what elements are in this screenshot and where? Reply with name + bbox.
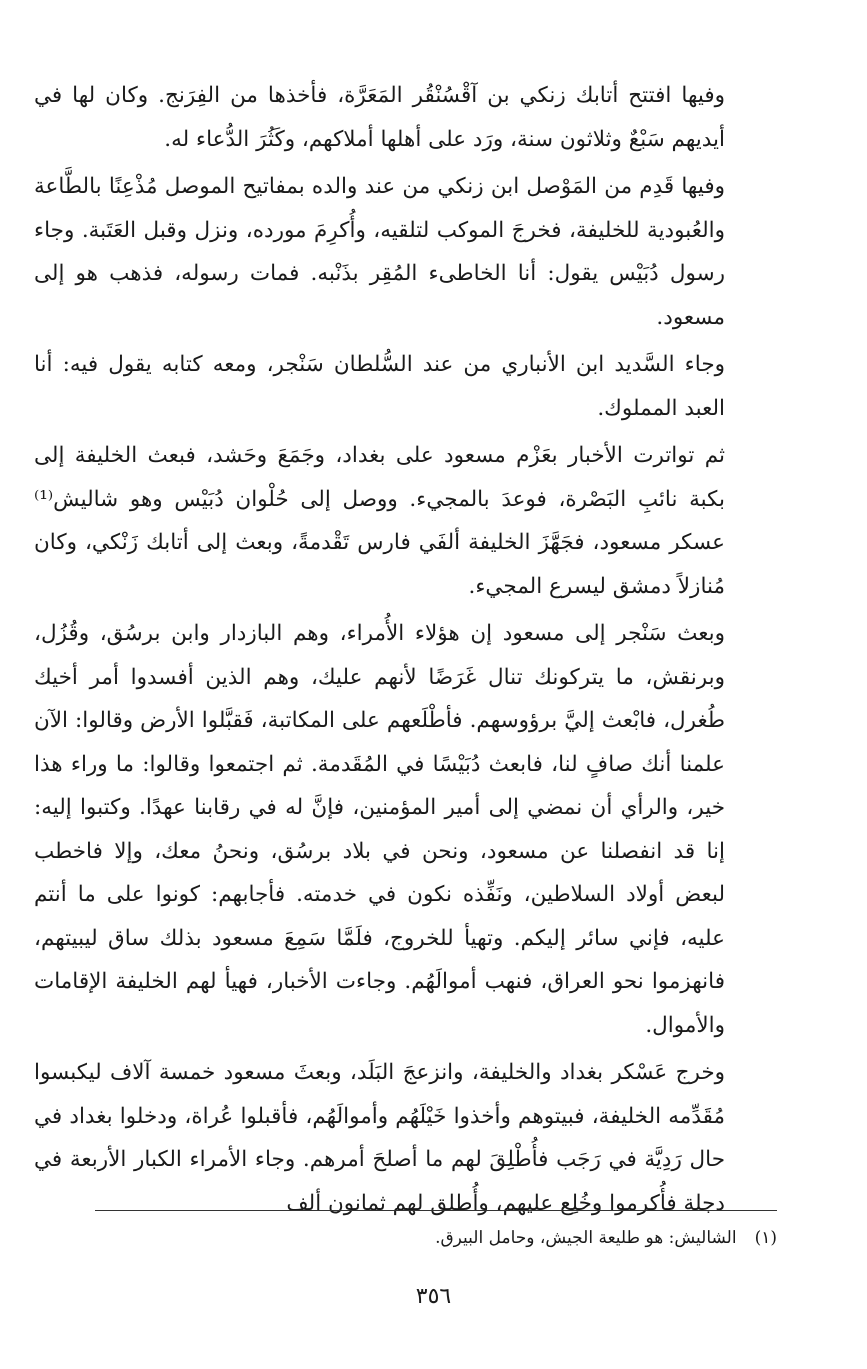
footnote-text: الشاليش: هو طليعة الجيش، وحامل البيرق. xyxy=(435,1228,737,1248)
paragraph-5: وبعث سَنْجر إلى مسعود إن هؤلاء الأُمراء، وهم البازدار وابن برسُق، وقُزُل، وبرنقش، ما يتركونك تنال غَرَضًا لأنهم عليك، وهم الذين أفسدوا أمر أخيك طُغرل، فابْعث إليَّ برؤوسهم. فأطْلَعهم على المكاتبة، فَقبَّلوا الأرض وقالوا: الآن علمنا أنك صافٍ لنا، فابعث دُبَيْسًا في المُقَدمة. ثم اجتمعوا وقالوا: ما وراء هذا خير، والرأي أن نمضي إلى أمير المؤمنين، فإنَّ له في رقابنا عهدًا. وكتبوا إليه: إنا قد انفصلنا عن مسعود، ونحن في بلاد برسُق، ونحنُ معك، وإلا فاخطب لبعض أولاد السلاطين، ونَفِّذه نكون في خدمته. فأجابهم: كونوا على ما أنتم عليه، فإني سائر إليكم. وتهيأ للخروج، فلَمَّا سَمِعَ مسعود بذلك ساق ليبيتهم، فانهزموا نحو العراق، فنهب أموالَهُم. وجاءت الأخبار، فهيأ لهم الخليفة الإقامات والأموال. xyxy=(34,621,725,1038)
paragraph-6: وخرج عَسْكر بغداد والخليفة، وانزعجَ البَلَد، وبعثَ مسعود خمسة آلاف ليكبسوا مُقَدِّمه الخليفة، فبيتوهم وأخذوا خَيْلَهُم وأموالَهُم، فأقبلوا عُراة، ودخلوا بغداد في حال رَدِيَّة في رَجَب فأُطْلِقَ لهم ما أصلحَ أمرهم. وجاء الأمراء الكبار الأربعة في دجلة فأُكرموا وخُلِع عليهم، وأُطلق لهم ثمانون ألف xyxy=(34,1060,725,1216)
paragraph-4: ثم تواترت الأخبار بعَزْم مسعود على بغداد، وجَمَعَ وحَشد، فبعث الخليفة إلى بكبة نائبِ البَصْرة، فوعدَ بالمجيء. ووصل إلى حُلْوان دُبَيْس وهو شاليش⁽¹⁾ عسكر مسعود، فجَهَّزَ الخليفة ألفَي فارس تَقْدمةً، وبعث إلى أتابك زَنْكي، وكان مُنازلاً دمشق ليسرع المجيء. xyxy=(34,443,725,599)
paragraph-2: وفيها قَدِم من المَوْصل ابن زنكي من عند والده بمفاتيح الموصل مُذْعِنًا بالطَّاعة والعُبودية للخليفة، فخرجَ الموكب لتلقيه، وأُكرِمَ مورده، ونزل وقبل العَتَبة. وجاء رسول دُبَيْس يقول: أنا الخاطىء المُقِر بذَنْبه. فمات رسوله، فذهب هو إلى مسعود. xyxy=(34,174,725,330)
page-number: ٣٥٦ xyxy=(415,1284,452,1309)
footnote xyxy=(95,1224,777,1252)
footnote-marker: (١) xyxy=(754,1228,777,1248)
page-body xyxy=(34,74,777,1225)
paragraph-3: وجاء السَّديد ابن الأنباري من عند السُّلطان سَنْجر، ومعه كتابه يقول فيه: أنا العبد المملوك. xyxy=(34,352,725,421)
footnote-divider xyxy=(95,1210,777,1211)
paragraph-1: وفيها افتتح أتابك زنكي بن آقْسُنْقُر المَعَرَّة، فأخذها من الفِرَنج. وكان لها في أيديهم سَبْعٌ وثلاثون سنة، ورَد على أهلها أملاكهم، وكَثُرَ الدُّعاء له. xyxy=(34,83,725,152)
